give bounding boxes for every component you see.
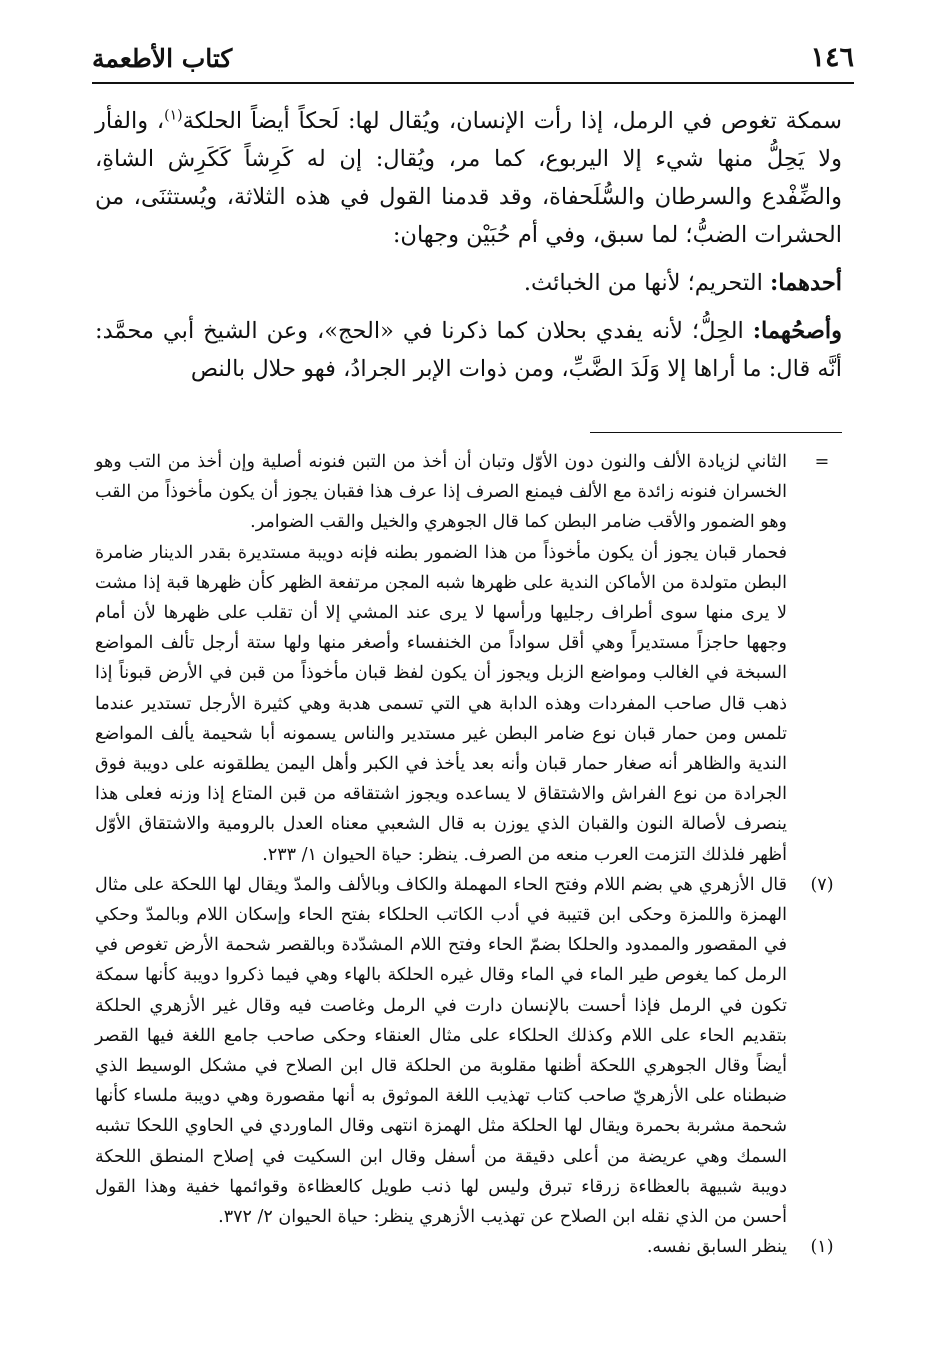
main-paragraph-1-text-a: سمكة تغوص في الرمل، إذا رأت الإنسان، ويُقال لها: لَحكاً أيضاً الحلكة <box>182 108 842 134</box>
main-paragraph-3 <box>95 312 842 388</box>
footnote-7 <box>95 870 842 1232</box>
footnote-reference: (١) <box>164 107 183 124</box>
footnote-paragraph: قال الأزهري هي بضم اللام وفتح الحاء المهملة والكاف وبالألف والمدّ ويقال لها اللحكة على مثال الهمزة واللمزة وحكى ابن قتيبة في أدب الكاتب الحلكاء بفتح الحاء وإسكان اللام وبالمدّ وحكي في المقصور والممدود والحلكا بضمّ الحاء وفتح اللام المشدّدة وبالقصر شحمة الأرض تغوص في الرمل كما يغوص طير الماء في الماء وقال غيره الحلكة بالهاء وهي فيما ذكروا دويبة كأنها سمكة تكون في الرمل فإذا أحست بالإنسان دارت في الرمل وغاصت فيه وقال غير الأزهري الحلكة بتقديم الحاء على اللام وكذلك الحلكاء على مثال العنقاء وحكى صاحب جامع اللغة فيها القصر أيضاً وقال الجوهري اللحكة أظنها مقلوبة من الحلكة قال ابن الصلاح في مشكل الوسيط الذي ضبطناه على الأزهريّ صاحب كتاب تهذيب اللغة الموثوق به أنها مقصورة وهي دويبة ملساء كأنها شحمة مشربة بحمرة ويقال لها الحلكة مثل الهمزة انتهى وقال الماوردي في الحاوي اللحكا تشبه السمك وهي عريضة من أعلى دقيقة من أسفل وقال ابن السكيت في إصلاح المنطق اللحكة دويبة شبيهة بالعظاءة زرقاء تبرق وليس لها ذنب طويل كالعظاءة وقوائمها خفية وهذا القول أحسن من الذي نقله ابن الصلاح عن تهذيب الأزهري ينظر: حياة الحيوان ٢/ ٣٧٢. <box>95 874 787 1228</box>
footnote-marker: (١) <box>810 1237 834 1258</box>
footnote-marker: = <box>814 452 830 472</box>
footnote-divider <box>590 432 842 433</box>
main-paragraph-3-lead: وأصحُهما: <box>752 318 842 344</box>
footnotes <box>95 447 842 1262</box>
main-paragraph-2 <box>95 264 842 302</box>
main-paragraph-2-lead: أحدهما: <box>769 270 842 296</box>
footnote-paragraph: الثاني لزيادة الألف والنون دون الأوّل وتبان أن أخذ من التبن فنونه أصلية وإن أخذ من التب وهو الخسران فنونه زائدة مع الألف فيمنع الصرف إذا عرف هذا فقبان يجوز أن يكون مأخوذاً من القب وهو الضمور والأقب ضامر البطن كما قال الجوهري والخيل والقب الضوامر. <box>95 452 787 533</box>
footnote-1 <box>95 1232 842 1262</box>
page-number: ١٤٦ <box>810 42 854 73</box>
book-title: كتاب الأطعمة <box>92 44 233 73</box>
main-text <box>95 102 842 388</box>
footnote-paragraph: ينظر السابق نفسه. <box>646 1237 787 1258</box>
main-paragraph-3-text: الحِلُّ؛ لأنه يفدي بحلان كما ذكرنا في «الحج»، وعن الشيخ أبي محمَّد: أنَّه قال: ما أراها إلا وَلَدَ الضَّبِّ، ومن ذوات الإبر الجرادُ، فهو حلال بالنص <box>95 318 842 382</box>
footnote-continued <box>95 447 842 870</box>
running-header <box>92 40 854 84</box>
main-paragraph-1-text-b: ، والفأر ولا يَحِلُّ منها شيء إلا اليربوع، كما مر، ويُقال: إن له كَرِشاً كَكَرِش الشاةِ، والضِّفْدع والسرطان والسُّلَحفاة، وقد قدمنا القول في هذه الثلاثة، ويُستثنَى، من الحشرات الضبُّ؛ لما سبق، وفي أم حُبَيْن وجهان: <box>95 108 842 248</box>
footnote-marker: (٧) <box>810 874 834 895</box>
footnote-paragraph: فحمار قبان يجوز أن يكون مأخوذاً من هذا الضمور بطنه فإنه دويبة مستديرة بقدر الدينار ضامرة البطن متولدة من الأماكن الندية على ظهرها شبه المجن مرتفعة الظهر كأن ظهرها قبة إذا مشت لا يرى منها سوى أطراف رجليها ورأسها لا يرى عند المشي إلا أن تقلب على ظهرها لأن أمام وجهها حاجزاً مستديراً وهي أقل سواداً من الخنفساء وأصغر منها ولها ستة أرجل تألف المواضع السبخة في الغالب ومواضع الزبل ويجوز أن يكون لفظ قبان مأخوذاً من قبن في الأرض قبوناً إذا ذهب قال صاحب المفردات وهذه الدابة هي التي تسمى هدبة وهي كثيرة الأرجل تستدير عندما تلمس ومن حمار قبان نوع ضامر البطن غير مستدير والناس يسمونه أبا شحيمة يألف المواضع الندية والظاهر أنه صغار حمار قبان وأنه بعد يأخذ في الكبر وأهل اليمن يطلقونه على دويبة فوق الجرادة من نوع الفراش والاشتقاق لا يساعده ويجوز اشتقاقه من قبن المتاع إذا وزنه فعلى هذا ينصرف لأصالة النون والقبان الذي يوزن به قال الشعبي معناه العدل بالرومية والاشتقاق الأوّل أظهر فلذلك التزمت العرب منعه من الصرف. ينظر: حياة الحيوان ١/ ٢٣٣. <box>95 542 787 865</box>
main-paragraph-1 <box>95 102 842 254</box>
main-paragraph-2-text: التحريم؛ لأنها من الخبائث. <box>523 270 770 296</box>
